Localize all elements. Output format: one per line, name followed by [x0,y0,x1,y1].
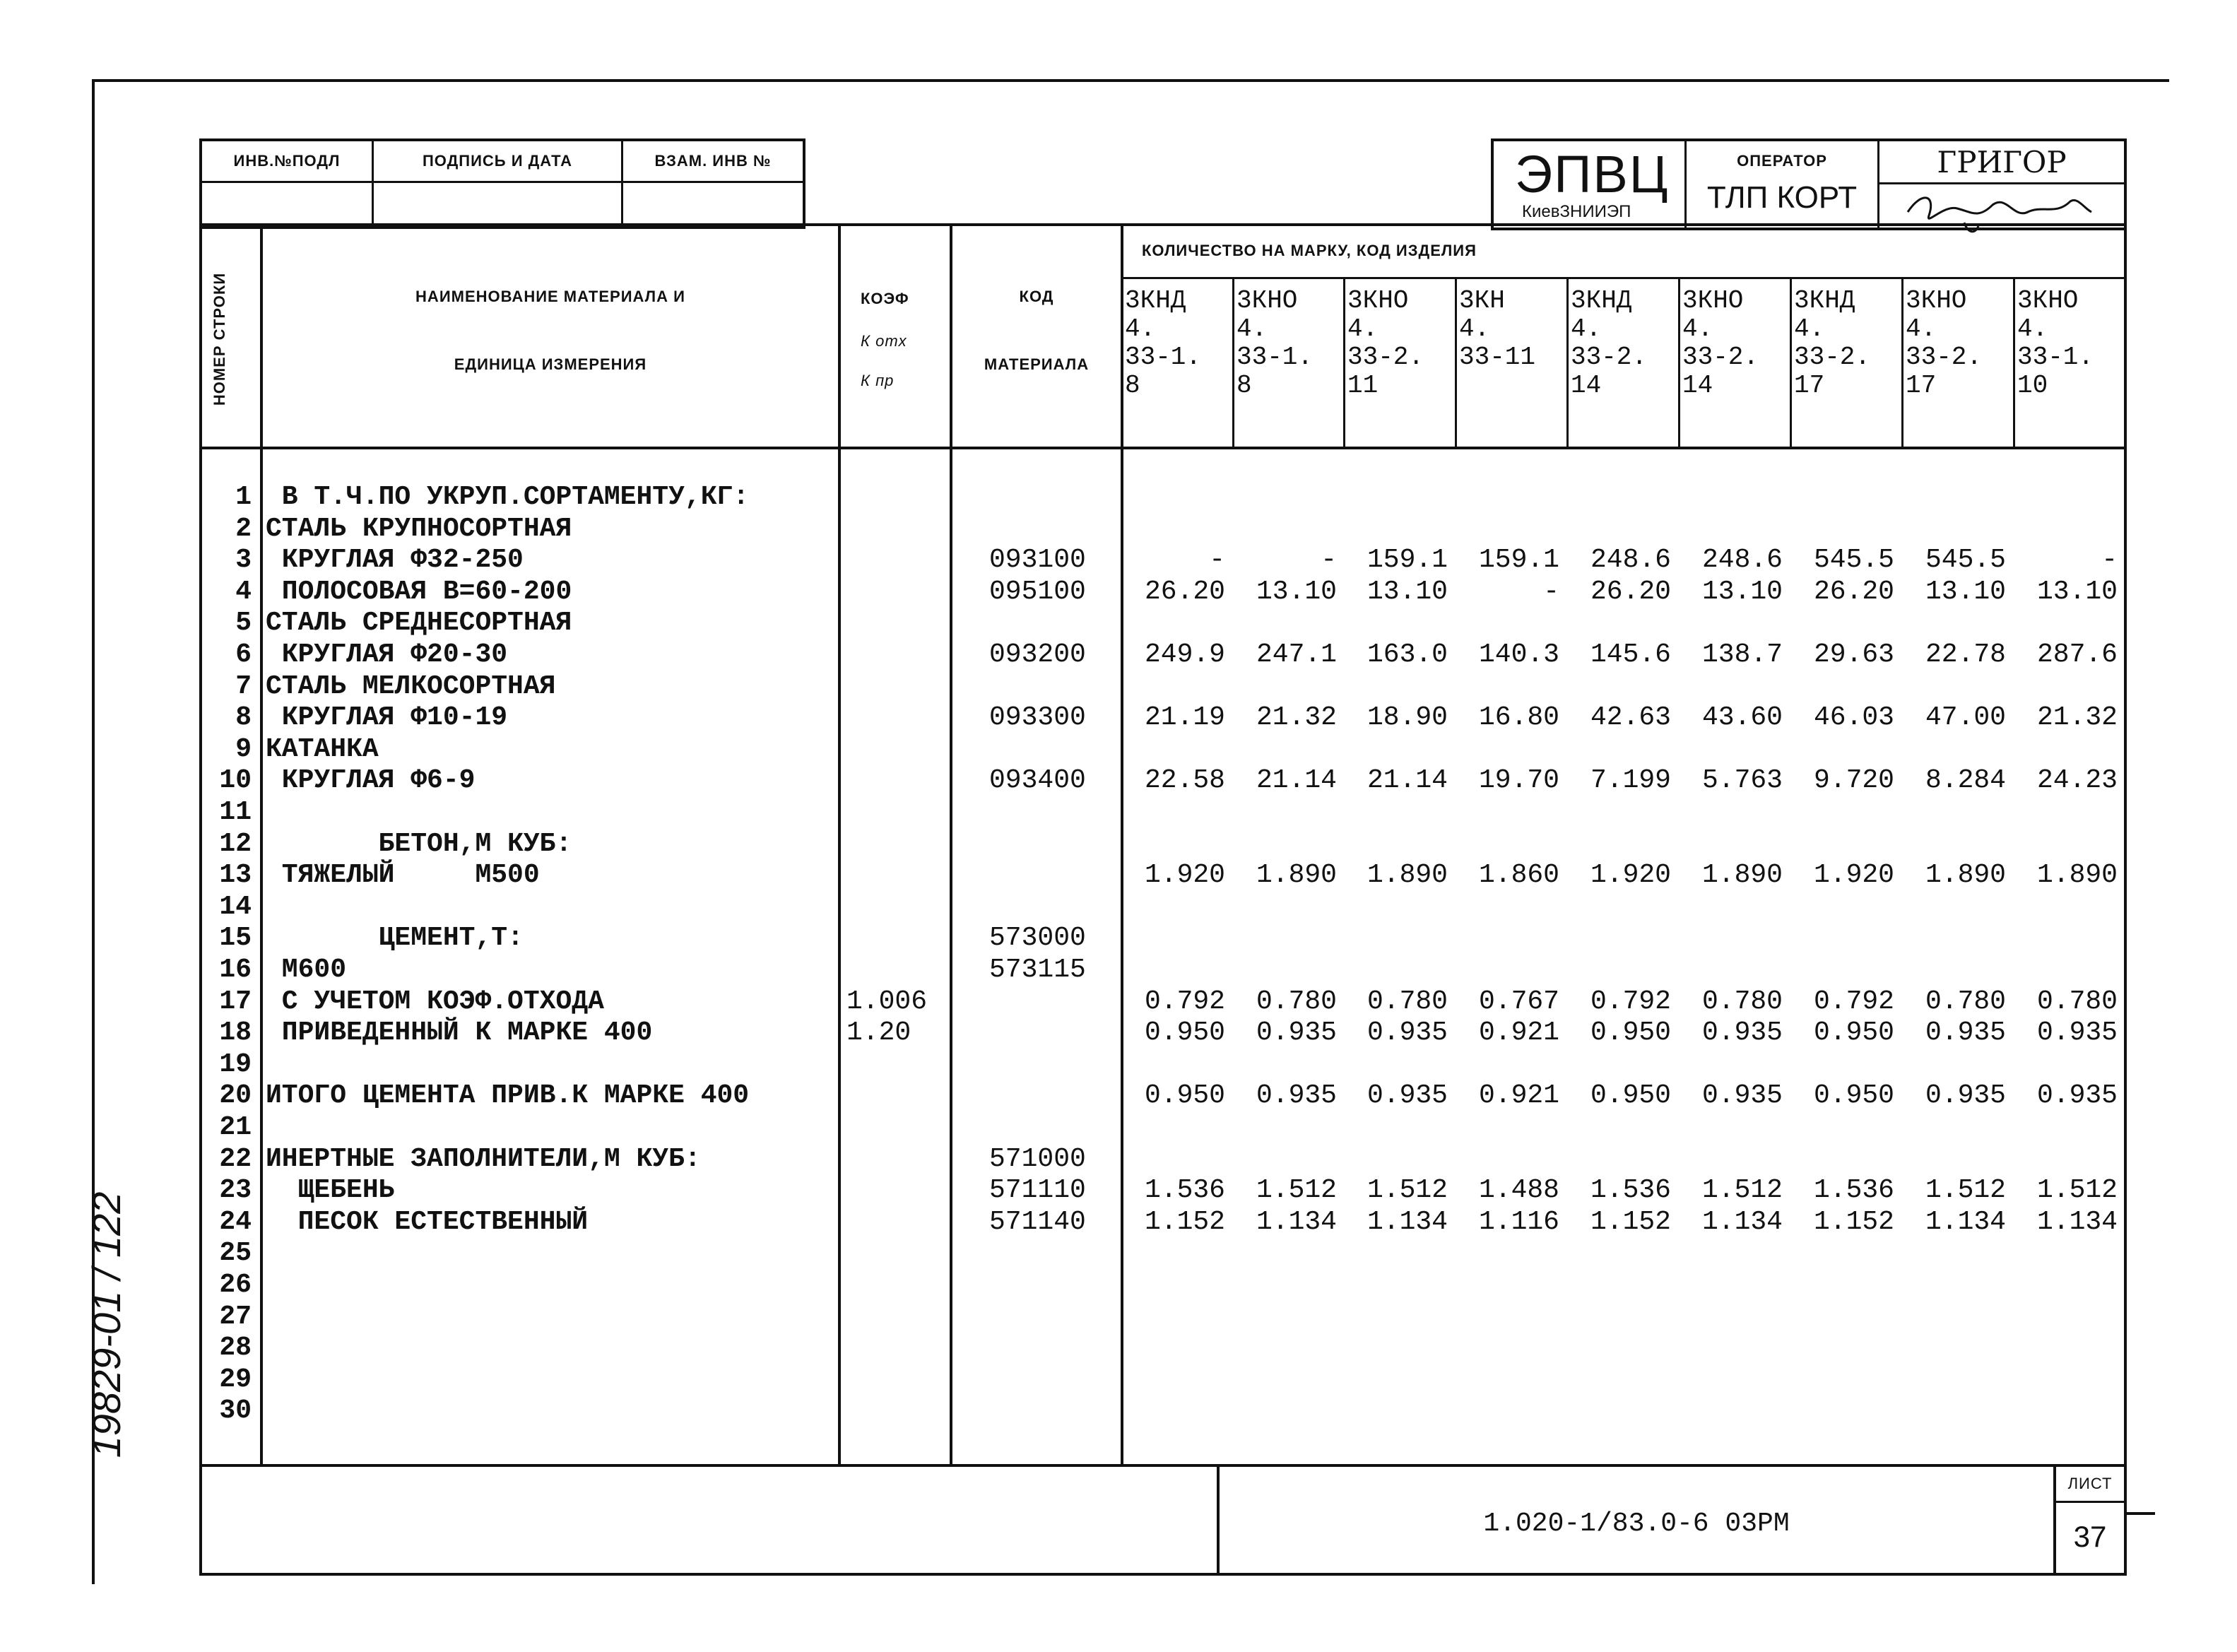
row-quantity-cell: 248.6 [1590,545,1671,576]
row-quantity-cell: 1.536 [1590,1175,1671,1206]
row-description: КРУГЛАЯ Ф20-30 [266,639,508,670]
row-quantity-cell: 29.63 [1813,639,1894,670]
row-quantity-cell: 0.767 [1478,986,1559,1017]
row-number: 3 [235,545,252,576]
row-description: СТАЛЬ СРЕДНЕСОРТНАЯ [266,608,572,639]
row-number: 18 [219,1017,252,1049]
surname: ГРИГОР [1879,141,2124,184]
row-number: 2 [235,513,252,544]
row-material-code: 093300 [989,702,1086,733]
row-number: 6 [235,639,252,670]
column-header: 3КНО 4. 33-2. 14 [1682,286,1759,400]
row-quantity-cell: 26.20 [1590,576,1671,607]
row-number: 13 [219,860,252,891]
row-description: М600 [266,955,347,985]
row-quantity-cell: 0.780 [1701,986,1783,1017]
row-quantity-cell: 42.63 [1590,702,1671,733]
frame-top-line [92,79,2169,82]
row-quantity-cell: 21.14 [1256,765,1337,796]
row-quantity-cell: 1.512 [1256,1175,1337,1206]
row-quantity-cell: 0.935 [1701,1080,1783,1111]
row-quantity-cell: 16.80 [1478,702,1559,733]
header-coef-3: К пр [861,372,895,389]
row-material-code: 093100 [989,545,1086,576]
stamp-sign-date: ПОДПИСЬ И ДАТА [374,141,623,183]
header-code-1: КОД [1019,288,1054,305]
row-coefficient: 1.006 [846,986,928,1017]
row-quantity-cell: 1.116 [1478,1206,1559,1237]
footer-tick [2124,1512,2155,1515]
row-quantity-cell: 1.134 [1367,1206,1448,1237]
row-description: ИТОГО ЦЕМЕНТА ПРИВ.К МАРКЕ 400 [266,1080,750,1111]
row-quantity-cell: 163.0 [1367,639,1448,670]
row-quantity-cell: 19.70 [1478,765,1559,796]
row-quantity-cell: 0.780 [1925,986,2006,1017]
row-quantity-cell: 1.890 [1925,860,2006,891]
row-material-code: 093400 [989,765,1086,796]
row-number: 10 [219,765,252,796]
row-quantity-cell: 0.935 [1367,1080,1448,1111]
row-quantity-cell: 21.32 [2036,702,2118,733]
row-quantity-cell: 8.284 [1925,765,2006,796]
operator-label: ОПЕРАТОР [1737,152,1827,170]
row-material-code: 571140 [989,1206,1086,1237]
row-quantity-cell: 7.199 [1590,765,1671,796]
row-material-code: 093200 [989,639,1086,670]
row-material-code: 571000 [989,1143,1086,1174]
row-quantity-cell: 545.5 [1813,545,1894,576]
row-number: 5 [235,608,252,639]
row-description: С УЧЕТОМ КОЭФ.ОТХОДА [266,986,604,1017]
row-quantity-cell: 1.890 [1701,860,1783,891]
row-description: КРУГЛАЯ Ф6-9 [266,765,476,796]
row-quantity-cell: 13.10 [1701,576,1783,607]
row-quantity-cell: 0.950 [1144,1080,1225,1111]
column-header: 3КНО 4. 33-2. 17 [1906,286,1983,400]
row-quantity-cell: 0.935 [1256,1017,1337,1049]
row-quantity-cell: 1.488 [1478,1175,1559,1206]
row-quantity-cell: 13.10 [1925,576,2006,607]
row-quantity-cell: 1.512 [1701,1175,1783,1206]
column-header: 3КНО 4. 33-1. 8 [1236,286,1314,400]
row-quantity-cell: 287.6 [2036,639,2118,670]
column-header: 3КН 4. 33-11 [1459,286,1536,372]
operator-value: ТЛП КОРТ [1706,180,1858,215]
header-name-line2: ЕДИНИЦА ИЗМЕРЕНИЯ [454,355,647,373]
row-number: 28 [219,1333,252,1364]
row-quantity-cell: 0.921 [1478,1080,1559,1111]
column-header: 3КНО 4. 33-2. 11 [1347,286,1424,400]
row-quantity-cell: 18.90 [1367,702,1448,733]
row-quantity-cell: 26.20 [1144,576,1225,607]
row-number: 26 [219,1270,252,1300]
row-quantity-cell: 43.60 [1701,702,1783,733]
row-number: 22 [219,1143,252,1174]
row-quantity-cell: 1.536 [1144,1175,1225,1206]
row-quantity-cell: 1.512 [1367,1175,1448,1206]
header-coef-1: КОЭФ [861,290,909,307]
row-number: 19 [219,1049,252,1080]
margin-note: 19829-01 / 122 [84,1191,129,1458]
row-number: 24 [219,1206,252,1237]
row-description: ЩЕБЕНЬ [266,1175,395,1206]
surname-cell [1879,141,2124,228]
column-header: 3КНД 4. 33-2. 17 [1794,286,1871,400]
row-quantity-cell: 1.920 [1144,860,1225,891]
row-quantity-cell: 0.950 [1813,1080,1894,1111]
row-quantity-cell: 1.920 [1590,860,1671,891]
row-quantity-cell: 0.792 [1813,986,1894,1017]
row-number: 1 [235,482,252,512]
row-quantity-cell: 138.7 [1701,639,1783,670]
row-quantity-cell: 1.890 [1256,860,1337,891]
row-quantity-cell: 159.1 [1367,545,1448,576]
column-header: 3КНД 4. 33-1. 8 [1125,286,1202,400]
row-number: 29 [219,1364,252,1395]
header-row-number: НОМЕР СТРОКИ [211,272,228,406]
row-quantity-cell: 248.6 [1701,545,1783,576]
row-number: 30 [219,1396,252,1427]
row-quantity-cell: 1.512 [1925,1175,2006,1206]
row-quantity-cell: 1.152 [1144,1206,1225,1237]
row-quantity-cell: 1.512 [2036,1175,2118,1206]
row-number: 12 [219,828,252,859]
row-quantity-cell: 1.152 [1590,1206,1671,1237]
table-body [202,226,2124,1467]
row-quantity-cell: 1.536 [1813,1175,1894,1206]
row-number: 15 [219,923,252,954]
row-quantity-cell: 22.58 [1144,765,1225,796]
row-quantity-cell: 0.935 [2036,1080,2118,1111]
row-quantity-cell: 47.00 [1925,702,2006,733]
row-number: 20 [219,1080,252,1111]
row-description: ПЕСОК ЕСТЕСТВЕННЫЙ [266,1206,589,1237]
row-description: ИНЕРТНЫЕ ЗАПОЛНИТЕЛИ,М КУБ: [266,1143,701,1174]
row-quantity-cell: 0.950 [1144,1017,1225,1049]
row-quantity-cell: 0.950 [1590,1080,1671,1111]
row-quantity-cell: 21.19 [1144,702,1225,733]
row-quantity-cell: 46.03 [1813,702,1894,733]
row-quantity-cell: 22.78 [1925,639,2006,670]
footer-block [199,1464,2127,1576]
row-coefficient: 1.20 [846,1017,911,1049]
row-description: СТАЛЬ КРУПНОСОРТНАЯ [266,513,572,544]
row-number: 21 [219,1112,252,1143]
row-number: 7 [235,671,252,702]
row-description: В Т.Ч.ПО УКРУП.СОРТАМЕНТУ,КГ: [266,482,750,512]
document-code: 1.020-1/83.0-6 03РМ [1483,1508,1790,1539]
row-material-code: 095100 [989,576,1086,607]
row-quantity-cell: 159.1 [1478,545,1559,576]
row-quantity-cell: 1.920 [1813,860,1894,891]
row-quantity-cell: 0.950 [1590,1017,1671,1049]
row-quantity-cell: 140.3 [1478,639,1559,670]
row-description: ТЯЖЕЛЫЙ М500 [266,860,540,891]
row-description: КАТАНКА [266,733,379,765]
row-material-code: 573000 [989,923,1086,954]
row-material-code: 571110 [989,1175,1086,1206]
row-quantity-cell: 0.950 [1813,1017,1894,1049]
row-description: СТАЛЬ МЕЛКОСОРТНАЯ [266,671,556,702]
row-number: 25 [219,1238,252,1269]
header-coef-2: К отх [861,332,907,350]
row-description: КРУГЛАЯ Ф32-250 [266,545,524,576]
row-quantity-cell: 0.935 [1925,1080,2006,1111]
row-description: КРУГЛАЯ Ф10-19 [266,702,508,733]
row-quantity-cell: 1.890 [2036,860,2118,891]
row-quantity-cell: 1.134 [2036,1206,2118,1237]
row-quantity-cell: 0.935 [1925,1017,2006,1049]
row-quantity-cell: 13.10 [2036,576,2118,607]
row-quantity-cell: 0.780 [2036,986,2118,1017]
org-name: ЭПВЦ [1515,145,1670,203]
row-quantity-cell: - [1209,545,1225,576]
row-quantity-cell: 247.1 [1256,639,1337,670]
row-quantity-cell: 0.792 [1144,986,1225,1017]
row-description: ПОЛОСОВАЯ В=60-200 [266,576,572,607]
stamp-vzam-inv: ВЗАМ. ИНВ № [623,141,803,183]
materials-table [199,223,2127,1470]
row-quantity-cell: 9.720 [1813,765,1894,796]
row-number: 16 [219,955,252,985]
row-description: БЕТОН,М КУБ: [266,828,572,859]
row-quantity-cell: 1.152 [1813,1206,1894,1237]
row-number: 23 [219,1175,252,1206]
operator-cell [1687,141,1879,228]
header-code-2: МАТЕРИАЛА [984,355,1090,373]
row-number: 4 [235,576,252,607]
row-material-code: 573115 [989,955,1086,985]
org-sub: КиевЗНИИЭП [1522,202,1631,221]
row-quantity-cell: 0.935 [1701,1017,1783,1049]
approval-stamp [199,138,805,229]
row-quantity-cell: 1.890 [1367,860,1448,891]
row-quantity-cell: 21.32 [1256,702,1337,733]
row-number: 27 [219,1301,252,1332]
sheet-label: ЛИСТ [2056,1467,2124,1503]
row-quantity-cell: - [1321,545,1337,576]
row-description: ПРИВЕДЕННЫЙ К МАРКЕ 400 [266,1017,653,1049]
row-quantity-cell: 5.763 [1701,765,1783,796]
row-quantity-cell: 13.10 [1367,576,1448,607]
row-quantity-cell: 0.935 [1367,1017,1448,1049]
row-quantity-cell: 249.9 [1144,639,1225,670]
row-number: 14 [219,891,252,922]
row-quantity-cell: 26.20 [1813,576,1894,607]
row-number: 17 [219,986,252,1017]
header-name-line1: НАИМЕНОВАНИЕ МАТЕРИАЛА И [415,288,685,305]
row-description: ЦЕМЕНТ,Т: [266,923,524,954]
row-quantity-cell: 545.5 [1925,545,2006,576]
row-number: 9 [235,733,252,765]
row-quantity-cell: 145.6 [1590,639,1671,670]
row-quantity-cell: 24.23 [2036,765,2118,796]
sheet-number: 37 [2073,1519,2107,1553]
row-quantity-cell: 21.14 [1367,765,1448,796]
row-quantity-cell: - [2101,545,2118,576]
org-block [1491,138,2127,230]
row-number: 11 [219,797,252,827]
column-header: 3КНО 4. 33-1. 10 [2017,286,2094,400]
row-quantity-cell: - [1543,576,1559,607]
row-quantity-cell: 0.935 [1256,1080,1337,1111]
stamp-inv-podl: ИНВ.№ПОДЛ [202,141,374,183]
header-quantity: КОЛИЧЕСТВО НА МАРКУ, КОД ИЗДЕЛИЯ [1142,242,1477,259]
column-header: 3КНД 4. 33-2. 14 [1571,286,1648,400]
row-quantity-cell: 1.134 [1256,1206,1337,1237]
row-quantity-cell: 0.792 [1590,986,1671,1017]
row-quantity-cell: 0.935 [2036,1017,2118,1049]
row-number: 8 [235,702,252,733]
row-quantity-cell: 13.10 [1256,576,1337,607]
row-quantity-cell: 1.134 [1925,1206,2006,1237]
row-quantity-cell: 1.134 [1701,1206,1783,1237]
row-quantity-cell: 0.921 [1478,1017,1559,1049]
row-quantity-cell: 0.780 [1256,986,1337,1017]
org-name-cell [1494,141,1687,228]
row-quantity-cell: 0.780 [1367,986,1448,1017]
row-quantity-cell: 1.860 [1478,860,1559,891]
